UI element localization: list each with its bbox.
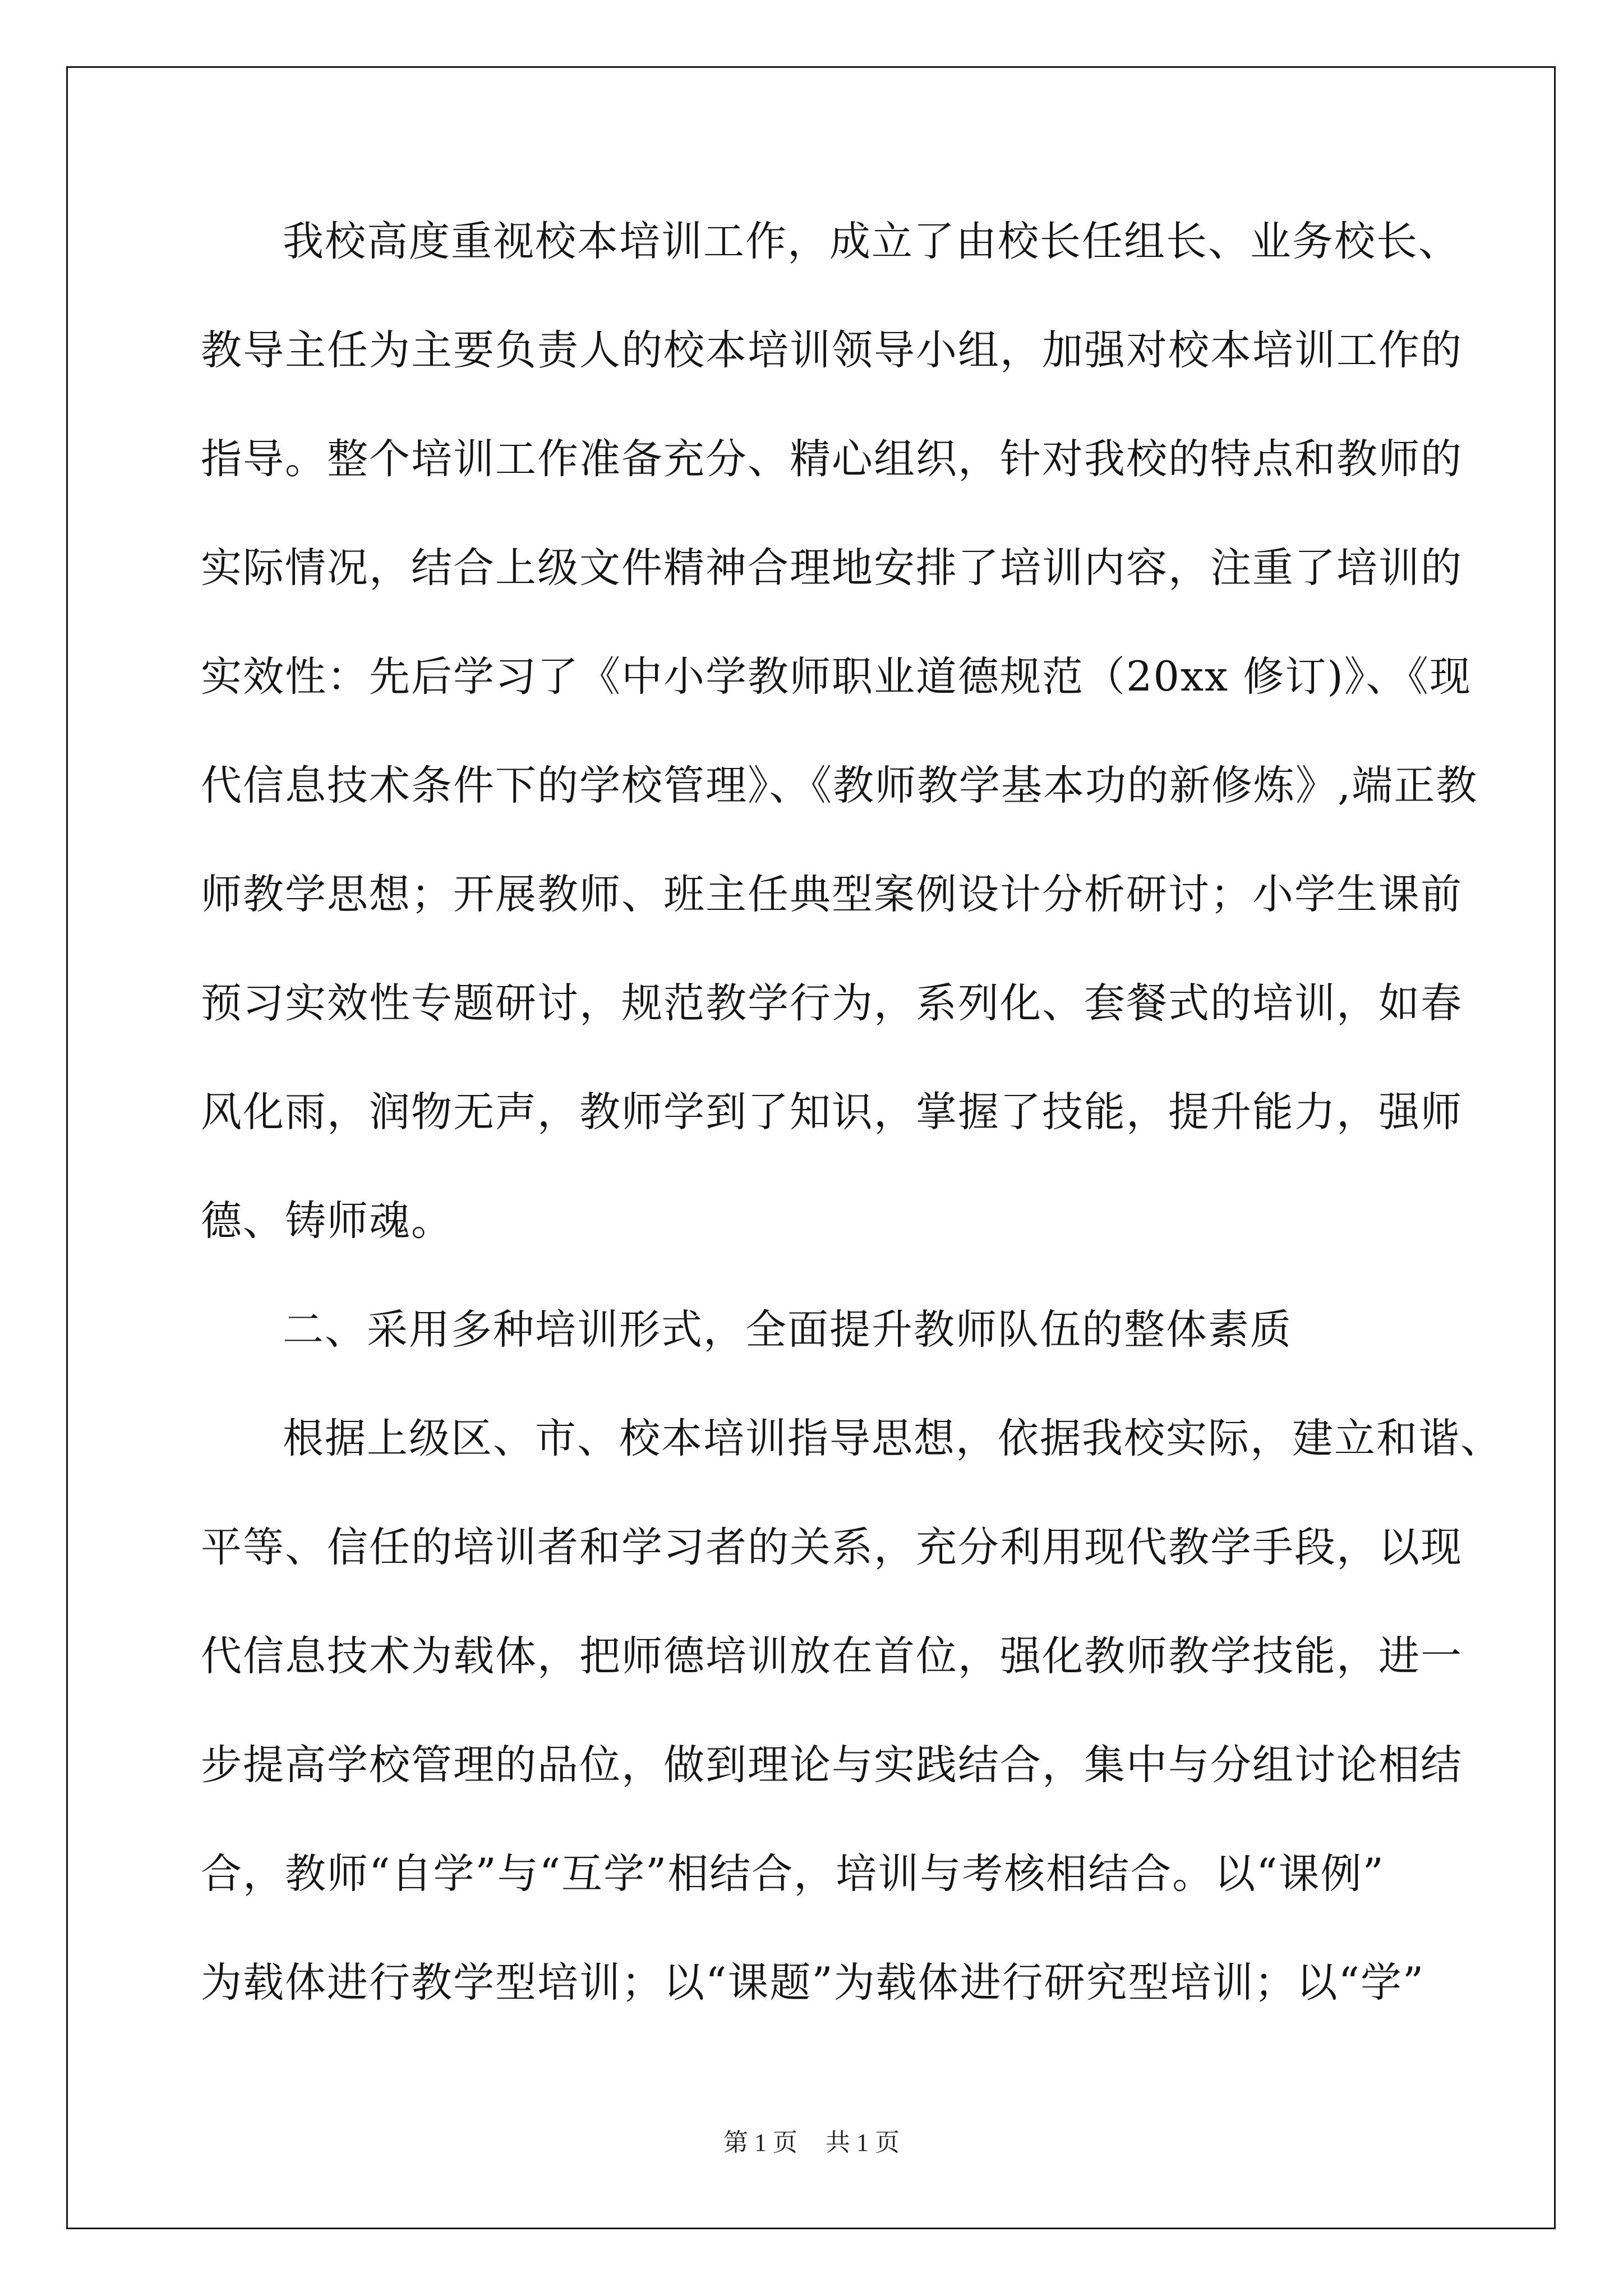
paragraph-line: 合，教师“自学”与“互学”相结合，培训与考核相结合。以“课例”: [201, 1850, 1385, 1898]
document-body: [201, 214, 1502, 2064]
paragraph-line: 德、铸师魂。: [201, 1197, 453, 1245]
section-heading: 二、采用多种培训形式，全面提升教师队伍的整体素质: [283, 1306, 1292, 1354]
paragraph-line: 实际情况，结合上级文件精神合理地安排了培训内容，注重了培训的: [201, 544, 1463, 592]
paragraph-line: 教导主任为主要负责人的校本培训领导小组，加强对校本培训工作的: [201, 326, 1463, 374]
paragraph-line: 平等、信任的培训者和学习者的关系，充分利用现代教学手段，以现: [201, 1524, 1463, 1571]
page-total: 共 1 页: [826, 2129, 900, 2156]
paragraph-line: 代信息技术为载体，把师德培训放在首位，强化教师教学技能，进一: [201, 1632, 1463, 1680]
paragraph-line: 师教学思想；开展教师、班主任典型案例设计分析研讨；小学生课前: [201, 871, 1463, 918]
page-footer: [0, 2127, 1623, 2159]
paragraph-line: 步提高学校管理的品位，做到理论与实践结合，集中与分组讨论相结: [201, 1741, 1463, 1789]
paragraph-line: 预习实效性专题研讨，规范教学行为，系列化、套餐式的培训，如春: [201, 979, 1463, 1027]
page-number: 第 1 页: [723, 2129, 797, 2156]
paragraph-line: 代信息技术条件下的学校管理》、《教师教学基本功的新修炼》,端正教: [201, 762, 1478, 809]
paragraph-line: 根据上级区、市、校本培训指导思想，依据我校实际，建立和谐、: [283, 1415, 1502, 1462]
paragraph-line: 我校高度重视校本培训工作，成立了由校长任组长、业务校长、: [283, 218, 1460, 265]
paragraph-line: 实效性：先后学习了《中小学教师职业道德规范（20xx 修订)》、《现: [201, 653, 1472, 701]
paragraph-line: 指导。整个培训工作准备充分、精心组织，针对我校的特点和教师的: [201, 435, 1463, 483]
paragraph-line: 风化雨，润物无声，教师学到了知识，掌握了技能，提升能力，强师: [201, 1088, 1463, 1136]
paragraph-line: 为载体进行教学型培训；以“课题”为载体进行研究型培训；以“学”: [201, 1959, 1425, 2007]
